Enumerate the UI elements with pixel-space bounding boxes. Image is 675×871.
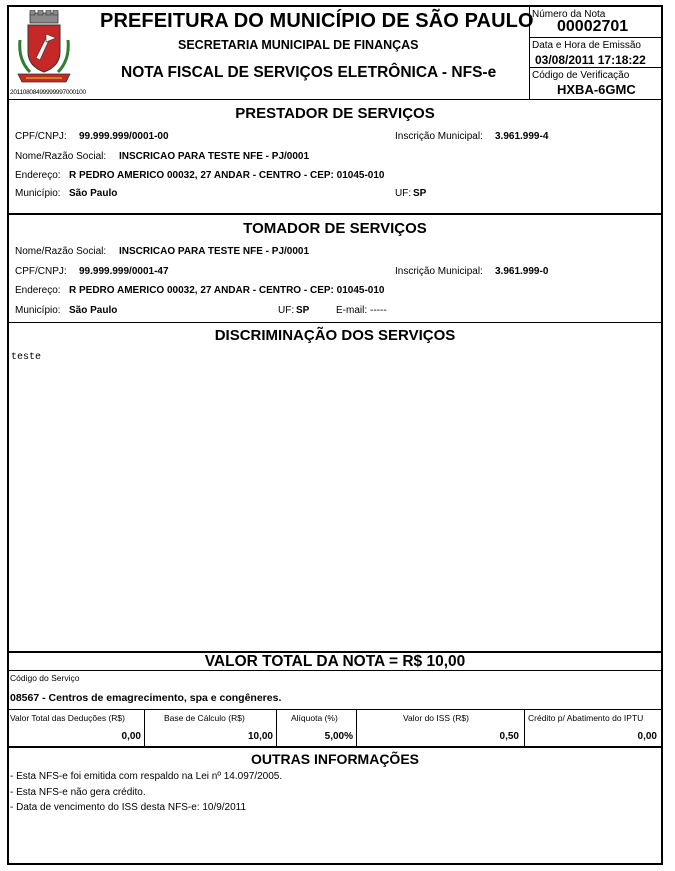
credito-iptu-value: 0,00 — [637, 731, 657, 742]
prestador-endereco-label: Endereço: — [15, 170, 61, 181]
coat-of-arms-icon — [16, 10, 72, 90]
deducoes-value: 0,00 — [121, 731, 141, 742]
tomador-email-value: ----- — [370, 305, 387, 316]
tomador-endereco-label: Endereço: — [15, 285, 61, 296]
prestador-nome-label: Nome/Razão Social: — [15, 151, 107, 162]
prestador-municipio-value: São Paulo — [69, 188, 118, 199]
aliquota-label: Alíquota (%) — [291, 713, 338, 723]
valor-iss-label: Valor do ISS (R$) — [403, 713, 469, 723]
deducoes-label: Valor Total das Deduções (R$) — [10, 713, 125, 723]
nota-title: NOTA FISCAL DE SERVIÇOS ELETRÔNICA - NFS-e — [121, 64, 497, 81]
tomador-im-value: 3.961.999-0 — [495, 266, 549, 277]
section-divider — [7, 322, 663, 323]
prestador-im-value: 3.961.999-4 — [495, 131, 549, 142]
prestador-nome-value: INSCRICAO PARA TESTE NFE - PJ/0001 — [119, 151, 310, 162]
page-title: PREFEITURA DO MUNICÍPIO DE SÃO PAULO — [100, 10, 534, 32]
section-divider — [7, 213, 663, 215]
header-divider — [529, 5, 530, 99]
values-column-divider — [356, 709, 357, 746]
tomador-uf-value: SP — [296, 305, 310, 316]
tomador-uf-label: UF: — [278, 305, 295, 316]
outras-informacoes-heading: OUTRAS INFORMAÇÕES — [251, 751, 419, 767]
codigo-verificacao-label: Código de Verificação — [532, 70, 630, 81]
tomador-heading: TOMADOR DE SERVIÇOS — [243, 220, 427, 237]
values-column-divider — [276, 709, 277, 746]
codigo-servico-value: 08567 - Centros de emagrecimento, spa e congêneres. — [10, 692, 282, 704]
data-emissao-label: Data e Hora de Emissão — [532, 40, 641, 51]
valor-total: VALOR TOTAL DA NOTA = R$ 10,00 — [204, 653, 466, 670]
outras-info-line: - Esta NFS-e não gera crédito. — [10, 787, 146, 798]
prestador-uf-label: UF: — [395, 188, 412, 199]
numero-nota-label: Número da Nota — [532, 9, 606, 20]
tomador-municipio-value: São Paulo — [69, 305, 118, 316]
tomador-cpf-value: 99.999.999/0001-47 — [79, 266, 169, 277]
aliquota-value: 5,00% — [324, 731, 353, 742]
tomador-endereco-value: R PEDRO AMERICO 00032, 27 ANDAR - CENTRO - CEP: 01045-010 — [69, 285, 385, 296]
prestador-heading: PRESTADOR DE SERVIÇOS — [235, 105, 435, 122]
base-calculo-label: Base de Cálculo (R$) — [164, 713, 245, 723]
codigo-servico-label: Código do Serviço — [10, 673, 80, 683]
values-column-divider — [524, 709, 525, 746]
tomador-municipio-label: Município: — [15, 305, 61, 316]
discriminacao-text: teste — [11, 352, 42, 363]
section-divider — [7, 709, 663, 710]
tomador-nome-value: INSCRICAO PARA TESTE NFE - PJ/0001 — [119, 246, 310, 257]
prestador-im-label: Inscrição Municipal: — [395, 131, 483, 142]
credito-iptu-label: Crédito p/ Abatimento do IPTU — [528, 713, 644, 723]
barcode-text: 20110808499999997000100 — [10, 89, 86, 96]
tomador-email-label: E-mail: — [336, 305, 368, 316]
section-divider — [7, 670, 663, 671]
header-divider — [529, 67, 663, 68]
header-divider — [529, 37, 663, 38]
tomador-cpf-label: CPF/CNPJ: — [15, 266, 67, 277]
discriminacao-heading: DISCRIMINAÇÃO DOS SERVIÇOS — [214, 327, 456, 344]
prestador-endereco-value: R PEDRO AMERICO 00032, 27 ANDAR - CENTRO - CEP: 01045-010 — [69, 170, 385, 181]
valor-iss-value: 0,50 — [499, 731, 519, 742]
section-divider — [7, 746, 663, 748]
prestador-municipio-label: Município: — [15, 188, 61, 199]
codigo-verificacao-value: HXBA-6GMC — [557, 82, 636, 97]
outras-info-line: - Esta NFS-e foi emitida com respaldo na Lei nº 14.097/2005. — [10, 771, 283, 782]
tomador-nome-label: Nome/Razão Social: — [15, 246, 107, 257]
section-divider — [7, 99, 663, 100]
values-column-divider — [144, 709, 145, 746]
prestador-cpf-value: 99.999.999/0001-00 — [79, 131, 169, 142]
prestador-uf-value: SP — [413, 188, 427, 199]
base-calculo-value: 10,00 — [247, 731, 273, 742]
prestador-cpf-label: CPF/CNPJ: — [15, 131, 67, 142]
outras-info-line: - Data de vencimento do ISS desta NFS-e: 10/9/2011 — [10, 802, 247, 813]
numero-nota-value: 00002701 — [557, 18, 629, 35]
data-emissao-value: 03/08/2011 17:18:22 — [535, 53, 646, 67]
tomador-im-label: Inscrição Municipal: — [395, 266, 483, 277]
secretaria-text: SECRETARIA MUNICIPAL DE FINANÇAS — [178, 38, 419, 52]
